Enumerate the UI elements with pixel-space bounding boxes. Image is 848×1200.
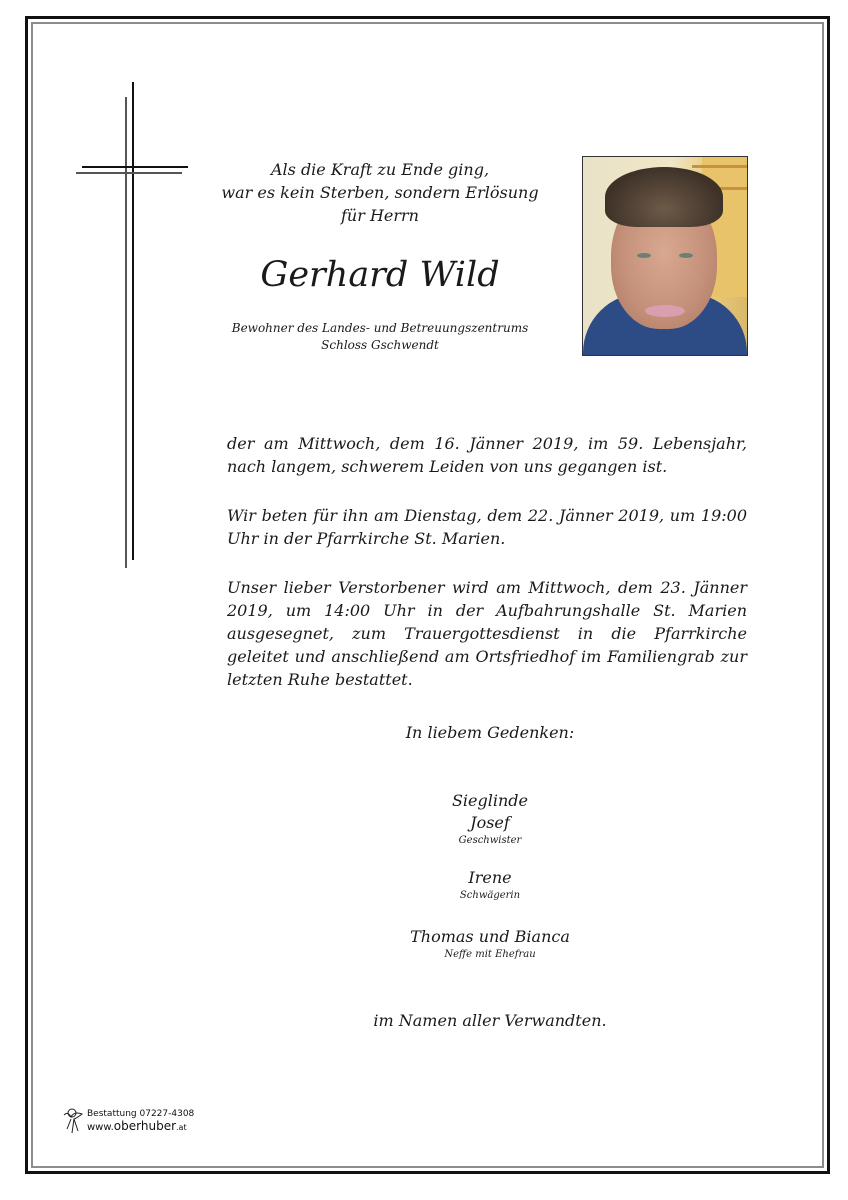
death-announcement-paragraph: der am Mittwoch, dem 16. Jänner 2019, im 59. Lebensjahr, nach langem, schwerem Leiden von uns gegangen ist. bbox=[227, 434, 747, 476]
deceased-name: Gerhard Wild bbox=[260, 255, 500, 295]
logo-text bbox=[87, 1109, 194, 1134]
intro-line-2: war es kein Sterben, sondern Erlösung bbox=[221, 183, 539, 202]
mourner-group bbox=[300, 926, 680, 962]
closing-line: im Namen aller Verwandten. bbox=[373, 1011, 607, 1030]
logo-url-main: oberhuber bbox=[113, 1118, 177, 1133]
prayer-service-paragraph: Wir beten für ihn am Dienstag, dem 22. Jänner 2019, um 19:00 Uhr in der Pfarrkirche St. Marien. bbox=[227, 506, 747, 548]
photo-eye bbox=[679, 253, 693, 258]
cross-horizontal-black-line bbox=[82, 166, 188, 168]
intro-line-1: Als die Kraft zu Ende ging, bbox=[270, 160, 490, 179]
funeral-home-logo bbox=[62, 1107, 194, 1135]
mourners-heading: In liebem Gedenken: bbox=[405, 723, 575, 742]
cross-vertical-black-line bbox=[132, 82, 134, 560]
resident-line-2: Schloss Gschwendt bbox=[321, 338, 439, 352]
logo-url-prefix: www. bbox=[87, 1121, 114, 1133]
photo-hair bbox=[605, 167, 723, 227]
resident-info bbox=[220, 320, 540, 354]
portrait-photo bbox=[582, 156, 748, 356]
mourner-group bbox=[300, 867, 680, 903]
photo-mouth bbox=[645, 305, 685, 317]
mourner-relation: Geschwister bbox=[458, 835, 522, 846]
mourner-name: Irene bbox=[468, 868, 512, 887]
mourner-group bbox=[300, 790, 680, 848]
photo-eye bbox=[637, 253, 651, 258]
funeral-details-paragraph: Unser lieber Verstorbener wird am Mittwoch, dem 23. Jänner 2019, um 14:00 Uhr in der Aufbahrungshalle St. Marien ausgesegnet, zum Trauergottesdienst in die Pfarrkirche geleitet und anschließend am Ortsfriedhof im Familiengrab zur letzten Ruhe bestattet. bbox=[227, 578, 747, 689]
resident-line-1: Bewohner des Landes- und Betreuungszentrums bbox=[231, 321, 529, 335]
photo-rail bbox=[692, 165, 747, 168]
intro-verse bbox=[220, 158, 540, 227]
mourner-relation: Schwägerin bbox=[459, 890, 521, 901]
logo-phone: 07227-4308 bbox=[139, 1108, 195, 1119]
angel-logo-icon bbox=[62, 1107, 84, 1135]
logo-url-suffix: .at bbox=[176, 1122, 187, 1132]
cross-horizontal-gray-line bbox=[76, 172, 182, 174]
logo-url-link[interactable] bbox=[87, 1120, 194, 1134]
mourner-name: Thomas und Bianca bbox=[410, 927, 570, 946]
mourner-name: Sieglinde bbox=[451, 791, 529, 810]
mourner-name: Josef bbox=[470, 813, 510, 832]
intro-line-3: für Herrn bbox=[341, 206, 419, 225]
mourner-relation: Neffe mit Ehefrau bbox=[444, 949, 536, 960]
logo-company-label: Bestattung bbox=[87, 1108, 137, 1119]
